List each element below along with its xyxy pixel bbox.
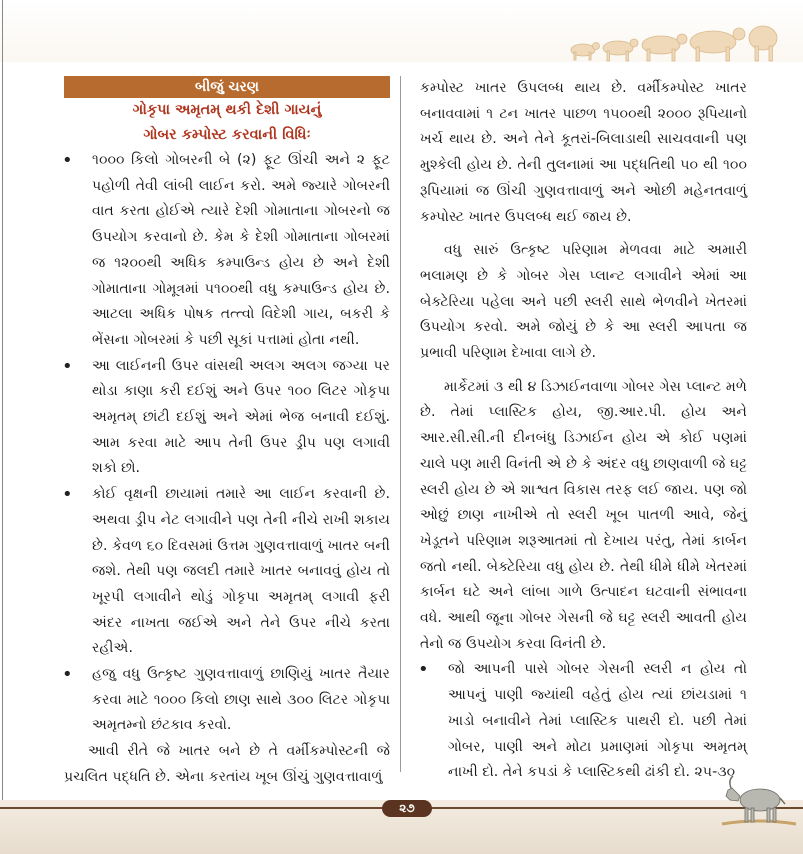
column-divider [400, 76, 401, 772]
page-edge-rule [2, 0, 3, 854]
body-paragraph: કમ્પોસ્ટ ખાતર ઉપલબ્ધ થાય છે. વર્મીકમ્પોસ્ટ ખાતર બનાવવામાં ૧ ટન ખાતર પાછળ ૧૫૦૦થી ૨૦૦૦ રૂપિયાનો ખર્ચ થાય છે. અને તેને કૂતરાં-બિલાડાથી સાચવવાની પણ મુશ્કેલી હોય છે. તેની તુલનામાં આ પદ્ધતિથી ૫૦ થી ૧૦૦ રૂપિયામાં જ ઊંચી ગુણવત્તાવાળું અને ઓછી મહેનતવાળું કમ્પોસ્ટ ખાતર ઉપલબ્ધ થઈ જાય છે. [420, 80, 747, 225]
body-paragraph: વધુ સારું ઉત્કૃષ્ટ પરિણામ મેળવવા માટે અમારી ભલામણ છે કે ગોબર ગેસ પ્લાન્ટ લગાવીને એમાં આ બેક્ટેરિયા પહેલા અને પછી સ્લરી સાથે ભેળવીને ખેતરમાં ઉપયોગ કરવો. અમે જોયું છે કે આ સ્લરી આપતા જ પ્રભાવી પરિણામ દેખાવા લાગે છે. [420, 242, 747, 362]
left-column [64, 76, 390, 791]
list-item: • ૧૦૦૦ કિલો ગોબરની બે (૨) ફૂટ ઊંચી અને ૨ ફૂટ પહોળી તેવી લાંબી લાઈન કરો. અમે જ્યારે ગોબરની વાત કરતા હોઈએ ત્યારે દેશી ગોમાતાના ગોબરનો જ ઉપયોગ કરવાનો છે. કેમ કે દેશી ગોમાતાના ગોબરમાં જ ૧૨૦૦થી અધિક કમ્પાઉન્ડ હોય છે અને દેશી ગોમાતાના ગોમૂત્રમાં ૫૧૦૦થી વધુ કમ્પાઉન્ડ હોય છે. આટલા અધિક પોષક તત્ત્વો વિદેશી ગાય, બકરી કે ભેંસના ગોબરમાં કે પછી સૂકાં પત્તામાં હોતા નથી. [64, 148, 390, 354]
body-paragraph: આવી રીતે જે ખાતર બને છે તે વર્મીકમ્પોસ્ટની જે પ્રચલિત પદ્ધતિ છે. એના કરતાંય ખૂબ ઊંચું ગુણવત્તાવાળું [64, 743, 390, 785]
section-subheading-line1: ગોકૃપા અમૃતમ્ થકી દેશી ગાયનું [132, 102, 322, 118]
right-column [420, 76, 747, 786]
body-paragraph: માર્કેટમાં ૩ થી ૪ ડિઝાઈનવાળા ગોબર ગેસ પ્લાન્ટ મળે છે. તેમાં પ્લાસ્ટિક હોય, જી.આર.પી. હોય અને આર.સી.સી.ની દીનબંધુ ડિઝાઈન હોય એ કોઈ પણમાં ચાલે પણ મારી વિનંતી એ છે કે અંદર વધુ છાણવાળી જે ઘટ્ટ સ્લરી હોય છે એ શાશ્વત વિકાસ તરફ લઈ જાય. પણ જો ઓછું છાણ નાખીએ તો સ્લરી ખૂબ પાતળી આવે, જેનું ખેડૂતને પરિણામ શરૂઆતમાં તો દેખાય પરંતુ, તેમાં કાર્બન જતો નથી. બેક્ટેરિયા વધુ હોય છે. તેથી ધીમે ધીમે ખેતરમાં કાર્બન ઘટે અને લાંબા ગાળે ઉત્પાદન ઘટવાની સંભાવના વધે. આથી જૂના ગોબર ગેસની જે ઘટ્ટ સ્લરી આવતી હોય તેનો જ ઉપયોગ કરવા વિનંતી છે. [420, 378, 747, 652]
list-item: • હજુ વધુ ઉત્કૃષ્ટ ગુણવત્તાવાળું છાણિયું ખાતર તૈયાર કરવા માટે ૧૦૦૦ કિલો છાણ સાથે ૩૦૦ લિટર ગોકૃપા અમૃતમ્નો છંટકાવ કરવો. [64, 662, 390, 739]
list-item: • જો આપની પાસે ગોબર ગેસની સ્લરી ન હોય તો આપનું પાણી જ્યાંથી વહેતું હોય ત્યાં છાંયડામાં ૧ ખાડો બનાવીને તેમાં પ્લાસ્ટિક પાથરી દો. પછી તેમાં ગોબર, પાણી અને મોટા પ્રમાણમાં ગોકૃપા અમૃતમ્ નાખી દો. તેને કપડાં કે પ્લાસ્ટિકથી ઢાંકી દો. ૨૫-૩૦ [420, 657, 747, 786]
goat-illustration-icon [718, 770, 798, 830]
page-number-badge: ૨૭ [382, 800, 432, 817]
section-subheading-line2: ગોબર કમ્પોસ્ટ કરવાની વિધિઃ [143, 127, 311, 143]
steps-list [420, 657, 747, 786]
section-heading-box: બીજું ચરણ [64, 76, 390, 98]
cows-illustration-icon [563, 14, 783, 64]
list-item: • આ લાઈનની ઉપર વાંસથી અલગ અલગ જગ્યા પર થોડા કાણા કરી દઈશું અને ઉપર ૧૦૦ લિટર ગોકૃપા અમૃતમ્ છાંટી દઈશું અને એમાં ભેજ બનાવી દઈશું. આમ કરવા માટે આપ તેની ઉપર ડ્રીપ પણ લગાવી શકો છો. [64, 354, 390, 483]
list-item: • કોઈ વૃક્ષની છાયામાં તમારે આ લાઈન કરવાની છે. અથવા ડ્રીપ નેટ લગાવીને પણ તેની નીચે રાખી શકાય છે. કેવળ ૬૦ દિવસમાં ઉત્તમ ગુણવત્તાવાળું ખાતર બની જશે. તેથી પણ જલદી તમારે ખાતર બનાવવું હોય તો ખૂરપી લગાવીને થોડું ગોકૃપા અમૃતમ્ લગાવી ફરી અંદર નાખતા જઈએ અને તેને ઉપર નીચે કરતા રહીએ. [64, 482, 390, 662]
steps-list [64, 148, 390, 739]
